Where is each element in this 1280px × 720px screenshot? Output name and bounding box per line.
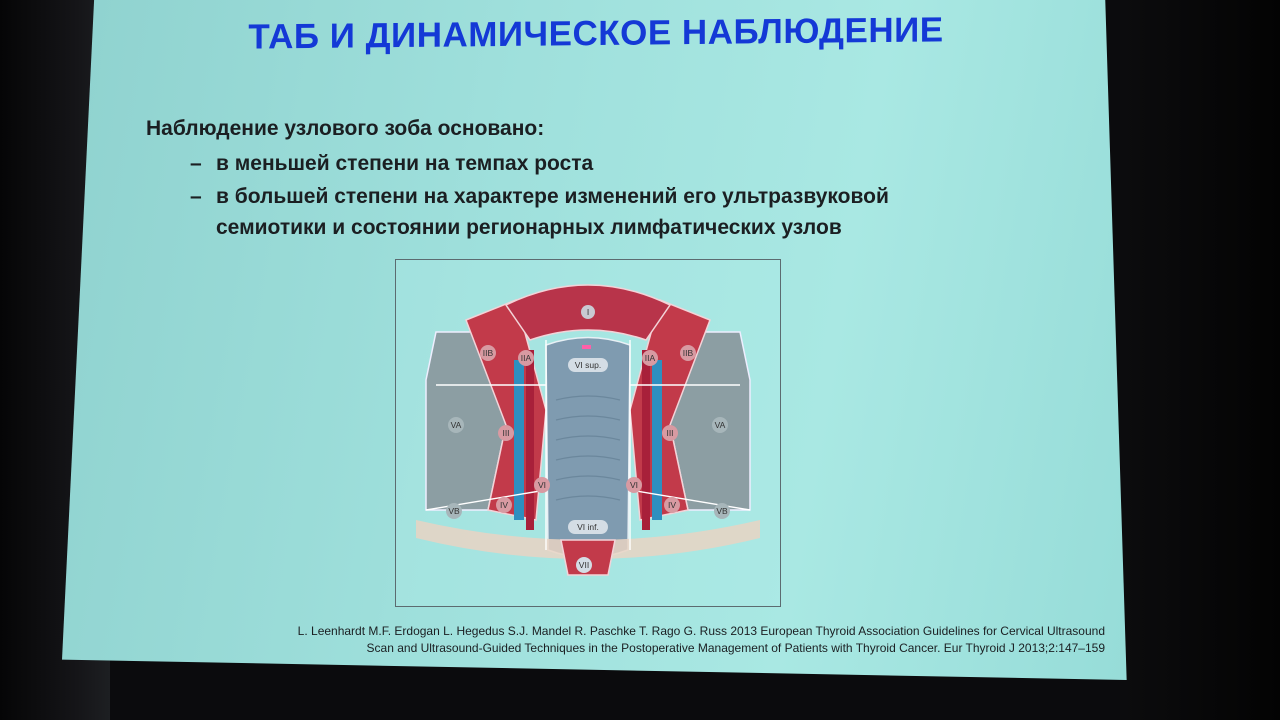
artery-left [526, 350, 534, 530]
neck-lymph-node-levels-figure [395, 259, 781, 607]
citation-line-1: L. Leenhardt M.F. Erdogan L. Hegedus S.J. Mandel R. Paschke T. Rago G. Russ 2013 European Thyroid Association Guidelines for Cervical Ultrasound [297, 624, 1105, 638]
label-vi-inf: VI inf. [577, 522, 599, 532]
vessel-right [652, 360, 662, 520]
label-vii: VII [578, 560, 590, 570]
room-wall-right [1120, 0, 1280, 720]
label-iii-left: III [502, 428, 510, 438]
label-iia-right: IIA [644, 353, 656, 363]
citation [210, 623, 1105, 657]
label-iv-left: IV [499, 500, 509, 510]
label-va-right: VA [714, 420, 726, 430]
bullet-2-continuation: семиотики и состоянии регионарных лимфатических узлов [216, 216, 842, 239]
vessel-left [514, 360, 524, 520]
label-va-left: VA [450, 420, 462, 430]
bullet-dash: – [190, 185, 202, 208]
label-vi-right: VI [629, 480, 639, 490]
bullet-1-text: в меньшей степени на темпах роста [216, 152, 594, 175]
bullet-2 [190, 185, 889, 209]
label-iv-right: IV [667, 500, 677, 510]
label-i: I [586, 307, 590, 317]
bullet-1 [190, 152, 593, 176]
citation-line-2: Scan and Ultrasound-Guided Techniques in the Postoperative Management of Patients with Thyroid Cancer. Eur Thyroid J 2013;2:147–159 [366, 641, 1105, 655]
label-iib-right: IIB [682, 348, 694, 358]
slide-title: ТАБ И ДИНАМИЧЕСКОЕ НАБЛЮДЕНИЕ [248, 10, 944, 57]
label-vb-left: VB [448, 506, 460, 516]
label-vi-sup: VI sup. [574, 360, 602, 370]
marker-pink [582, 345, 591, 349]
label-iii-right: III [666, 428, 674, 438]
neck-anatomy-illustration [396, 260, 780, 606]
label-vb-right: VB [716, 506, 728, 516]
bullet-dash: – [190, 152, 202, 175]
bullet-2-text: в большей степени на характере изменений его ультразвуковой [216, 185, 889, 208]
artery-right [642, 350, 650, 530]
label-iib-left: IIB [482, 348, 494, 358]
label-vi-left: VI [537, 480, 547, 490]
slide-intro: Наблюдение узлового зоба основано: [146, 117, 545, 140]
label-iia-left: IIA [520, 353, 532, 363]
